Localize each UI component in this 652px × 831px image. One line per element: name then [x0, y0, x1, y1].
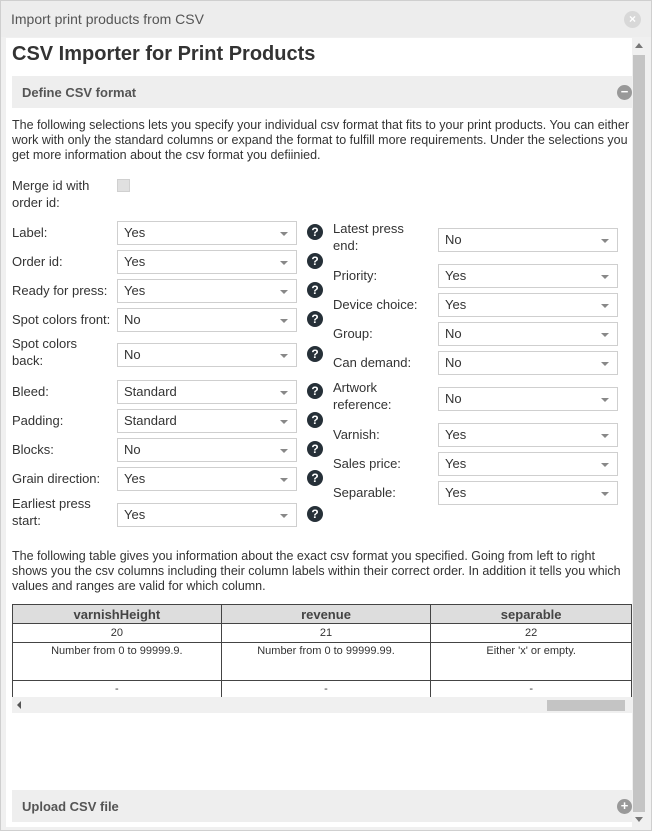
help-icon[interactable]: ? — [307, 282, 323, 298]
section-label: Upload CSV file — [22, 799, 119, 814]
select-value: No — [445, 391, 462, 406]
column-header: separable — [431, 605, 632, 624]
field-select[interactable] — [438, 387, 618, 411]
chevron-down-icon — [280, 232, 288, 236]
select-value: No — [124, 442, 141, 457]
field-select[interactable] — [438, 423, 618, 447]
chevron-down-icon — [280, 391, 288, 395]
merge-id-checkbox[interactable] — [117, 179, 130, 192]
select-value: Yes — [124, 225, 146, 240]
field-label: Varnish: — [333, 427, 380, 442]
field-label: Padding: — [12, 413, 64, 428]
help-icon[interactable]: ? — [307, 470, 323, 486]
field-label: Spot colors front: — [12, 312, 111, 327]
chevron-down-icon — [280, 319, 288, 323]
select-value: Yes — [445, 485, 467, 500]
field-select[interactable] — [117, 503, 297, 527]
select-value: Yes — [124, 283, 146, 298]
field-select[interactable] — [438, 351, 618, 375]
collapse-minus-icon[interactable]: − — [617, 85, 632, 100]
field-select[interactable] — [117, 343, 297, 367]
dialog-title: Import print products from CSV — [11, 11, 204, 27]
field-select[interactable] — [438, 264, 618, 288]
scroll-up-arrow-icon[interactable] — [635, 43, 643, 48]
help-icon[interactable]: ? — [307, 346, 323, 362]
table-row — [13, 624, 632, 643]
field-select[interactable] — [117, 250, 297, 274]
chevron-down-icon — [601, 434, 609, 438]
column-extra: - — [221, 681, 431, 699]
field-select[interactable] — [117, 438, 297, 462]
chevron-down-icon — [601, 398, 609, 402]
select-value: Standard — [124, 384, 177, 399]
table-header-row — [13, 605, 632, 624]
field-label: Label: — [12, 225, 48, 240]
chevron-down-icon — [280, 514, 288, 518]
page-title: CSV Importer for Print Products — [12, 43, 316, 65]
select-value: Yes — [445, 427, 467, 442]
chevron-down-icon — [280, 290, 288, 294]
field-select[interactable] — [117, 467, 297, 491]
field-select[interactable] — [117, 308, 297, 332]
scrollbar-thumb[interactable] — [633, 55, 645, 812]
column-extra: - — [431, 681, 632, 699]
field-select[interactable] — [117, 221, 297, 245]
field-select[interactable] — [438, 228, 618, 252]
field-select[interactable] — [117, 380, 297, 404]
section-define-csv-format[interactable] — [12, 76, 632, 108]
field-label: Device choice: — [333, 297, 418, 312]
field-select[interactable] — [117, 279, 297, 303]
help-icon[interactable]: ? — [307, 311, 323, 327]
field-label: Can demand: — [333, 355, 412, 370]
help-icon[interactable]: ? — [307, 253, 323, 269]
field-select[interactable] — [117, 409, 297, 433]
scroll-left-arrow-icon[interactable] — [17, 701, 21, 709]
field-label: Earliest press start: — [12, 496, 91, 528]
select-value: No — [445, 355, 462, 370]
field-label: Group: — [333, 326, 373, 341]
csv-format-table — [12, 604, 632, 699]
column-description: Number from 0 to 99999.9. — [13, 643, 222, 681]
chevron-down-icon — [601, 275, 609, 279]
section-label: Define CSV format — [22, 85, 137, 100]
scroll-down-arrow-icon[interactable] — [635, 817, 643, 822]
select-value: No — [124, 347, 141, 362]
field-label: Spot colors back: — [12, 336, 78, 368]
field-label: Separable: — [333, 485, 396, 500]
column-header: revenue — [221, 605, 431, 624]
chevron-down-icon — [601, 463, 609, 467]
select-value: No — [445, 232, 462, 247]
field-label: Sales price: — [333, 456, 401, 471]
dialog-content — [6, 38, 632, 827]
column-header: varnishHeight — [13, 605, 222, 624]
field-label: Bleed: — [12, 384, 49, 399]
column-index: 21 — [221, 624, 431, 643]
field-label: Order id: — [12, 254, 63, 269]
select-value: No — [124, 312, 141, 327]
select-value: Yes — [124, 254, 146, 269]
chevron-down-icon — [280, 449, 288, 453]
column-description: Number from 0 to 99999.99. — [221, 643, 431, 681]
select-value: No — [445, 326, 462, 341]
help-icon[interactable]: ? — [307, 506, 323, 522]
help-icon[interactable]: ? — [307, 383, 323, 399]
column-extra: - — [13, 681, 222, 699]
select-value: Yes — [124, 507, 146, 522]
field-label: Priority: — [333, 268, 378, 283]
column-index: 20 — [13, 624, 222, 643]
merge-id-label: Merge id with order id: — [12, 178, 90, 210]
chevron-down-icon — [280, 478, 288, 482]
intro-text: The following selections lets you specify your individual csv format that fits to your print products. You can either work with only the standard columns or expand the format to fulfill more requirements. Under the selections you get more information about the csv format you defiinied. — [12, 118, 629, 162]
field-label: Blocks: — [12, 442, 54, 457]
close-icon[interactable]: × — [624, 11, 641, 28]
field-select[interactable] — [438, 481, 618, 505]
field-label: Artwork reference: — [333, 380, 392, 412]
field-label: Grain direction: — [12, 471, 101, 486]
chevron-down-icon — [601, 239, 609, 243]
chevron-down-icon — [280, 261, 288, 265]
vertical-scrollbar[interactable] — [632, 38, 646, 827]
chevron-down-icon — [280, 354, 288, 358]
field-select[interactable] — [438, 322, 618, 346]
chevron-down-icon — [601, 492, 609, 496]
field-select[interactable] — [438, 452, 618, 476]
chevron-down-icon — [601, 333, 609, 337]
select-value: Yes — [124, 471, 146, 486]
scrollbar-thumb[interactable] — [547, 700, 625, 711]
dialog-titlebar[interactable] — [1, 1, 651, 37]
help-icon[interactable]: ? — [307, 224, 323, 240]
table-row — [13, 681, 632, 699]
field-label: Ready for press: — [12, 283, 108, 298]
chevron-down-icon — [280, 420, 288, 424]
field-select[interactable] — [438, 293, 618, 317]
table-horizontal-scrollbar[interactable] — [12, 697, 632, 713]
table-row — [13, 643, 632, 681]
field-label: Latest press end: — [333, 221, 404, 253]
select-value: Yes — [445, 268, 467, 283]
section-upload-csv-file[interactable] — [12, 790, 632, 822]
help-icon[interactable]: ? — [307, 441, 323, 457]
column-description: Either 'x' or empty. — [431, 643, 632, 681]
column-index: 22 — [431, 624, 632, 643]
help-icon[interactable]: ? — [307, 412, 323, 428]
select-value: Yes — [445, 297, 467, 312]
table-info-text: The following table gives you information about the exact csv format you specified. Going from left to right shows you the csv columns including their column labels within their correct order. In addition it tells you which values and ranges are valid for which column. — [12, 549, 621, 593]
select-value: Yes — [445, 456, 467, 471]
chevron-down-icon — [601, 304, 609, 308]
select-value: Standard — [124, 413, 177, 428]
expand-plus-icon[interactable]: + — [617, 799, 632, 814]
chevron-down-icon — [601, 362, 609, 366]
